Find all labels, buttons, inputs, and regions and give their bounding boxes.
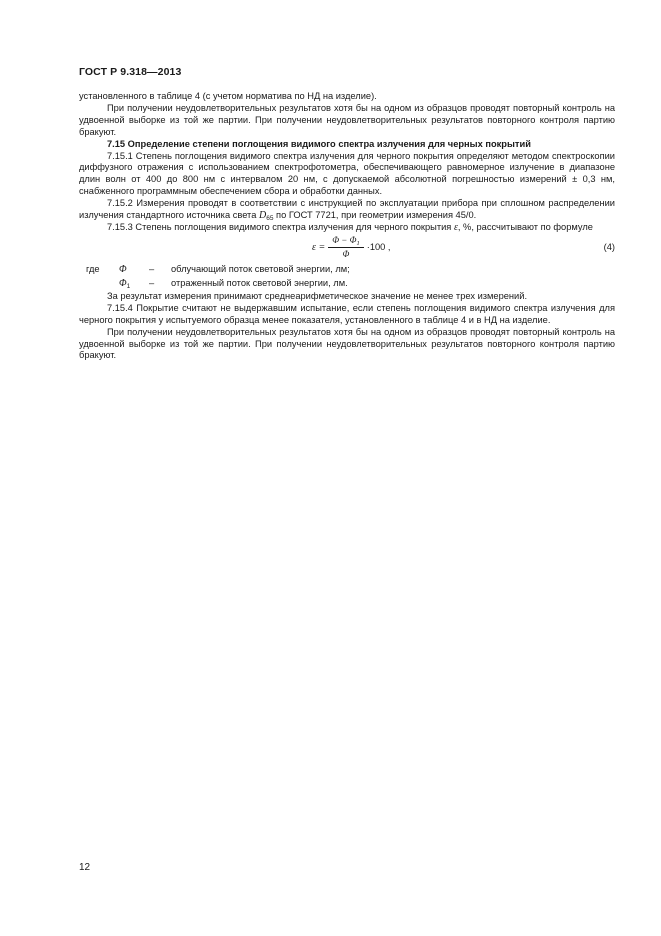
paragraph-7-15-2 xyxy=(79,198,615,222)
document-header: ГОСТ Р 9.318—2013 xyxy=(79,66,182,78)
paragraph-7-15-4: 7.15.4 Покрытие считают не выдержавшим испытание, если степень поглощения видимого спектра излучения для черного покрытия у испытуемого образца менее показателя, установленного в таблице 4 и в НД на изделие. xyxy=(79,302,615,325)
numerator-text: Φ − Φ xyxy=(332,235,357,246)
formula-denominator: Φ xyxy=(342,249,350,260)
formula-expression xyxy=(312,235,391,261)
where-row-2 xyxy=(79,277,615,291)
section-heading-7-15: 7.15 Определение степени поглощения видимого спектра излучения для черных покрытий xyxy=(107,138,531,149)
p-7-15-2-text-a: 7.15.2 Измерения проводят в соответствии с инструкцией по эксплуатации прибора при сплошном распределении излучения стандартного источника света xyxy=(79,198,615,221)
where-dash: – xyxy=(149,263,155,274)
formula-number: (4) xyxy=(603,241,615,252)
where-dash: – xyxy=(149,277,155,288)
formula-fraction xyxy=(328,235,364,260)
formula-lhs: ε = xyxy=(312,241,326,253)
formula-numerator xyxy=(328,235,364,248)
page-number: 12 xyxy=(79,862,91,873)
document-body xyxy=(79,91,615,362)
numerator-subscript: 1 xyxy=(356,240,360,248)
illuminant-subscript: 65 xyxy=(266,215,274,223)
epsilon-symbol: ε xyxy=(453,221,458,233)
where-label: где xyxy=(86,263,100,274)
p-7-15-3-text-a: 7.15.3 Степень поглощения видимого спектра излучения для черного покрытия xyxy=(107,221,452,232)
formula-tail: ·100 , xyxy=(366,241,391,252)
paragraph-7-15-1: 7.15.1 Степень поглощения видимого спектра излучения для черного покрытия определяют методом спектроскопии диффузного отражения с использованием спектрофотометра, обеспечивающего равномерное излучение в диапазоне длин волн от 400 до 800 нм с интервалом 20 нм, с допускаемой абсолютной погрешностью измерений ± 0,3 нм, снабженного программным обеспечением сбора и обработки данных. xyxy=(79,150,615,197)
where-symbol-subscript: 1 xyxy=(126,282,131,290)
where-row-1 xyxy=(79,263,615,277)
where-symbol: Φ xyxy=(119,277,127,289)
p-7-15-3-text-b: , %, рассчитывают по формуле xyxy=(457,221,593,232)
formula-4 xyxy=(79,235,615,261)
paragraph-continuation: установленного в таблице 4 (с учетом норматива по НД на изделие). xyxy=(79,91,377,101)
where-definition: облучающий поток световой энергии, лм; xyxy=(171,263,350,274)
illuminant-symbol: D xyxy=(258,210,267,222)
paragraph-retest: При получении неудовлетворительных результатов хотя бы на одном из образцов проводят повторный контроль на удвоенной выборке из той же партии. При получении неудовлетворительных результатов повторного контроля партию бракуют. xyxy=(79,102,615,137)
p-7-15-2-text-b: по ГОСТ 7721, при геометрии измерения 45/0. xyxy=(276,210,477,221)
where-symbol: Φ xyxy=(119,263,127,275)
where-symbol-cell xyxy=(119,278,149,290)
paragraph-7-15-3 xyxy=(79,222,615,234)
where-definition: отраженный поток световой энергии, лм. xyxy=(171,277,348,288)
paragraph-result: За результат измерения принимают среднеарифметическое значение не менее трех измерений. xyxy=(107,290,528,301)
paragraph-retest-final: При получении неудовлетворительных результатов хотя бы на одном из образцов проводят повторный контроль на удвоенной выборке из той же партии. При получении неудовлетворительных результатов повторного контроля партию бракуют. xyxy=(79,326,615,361)
